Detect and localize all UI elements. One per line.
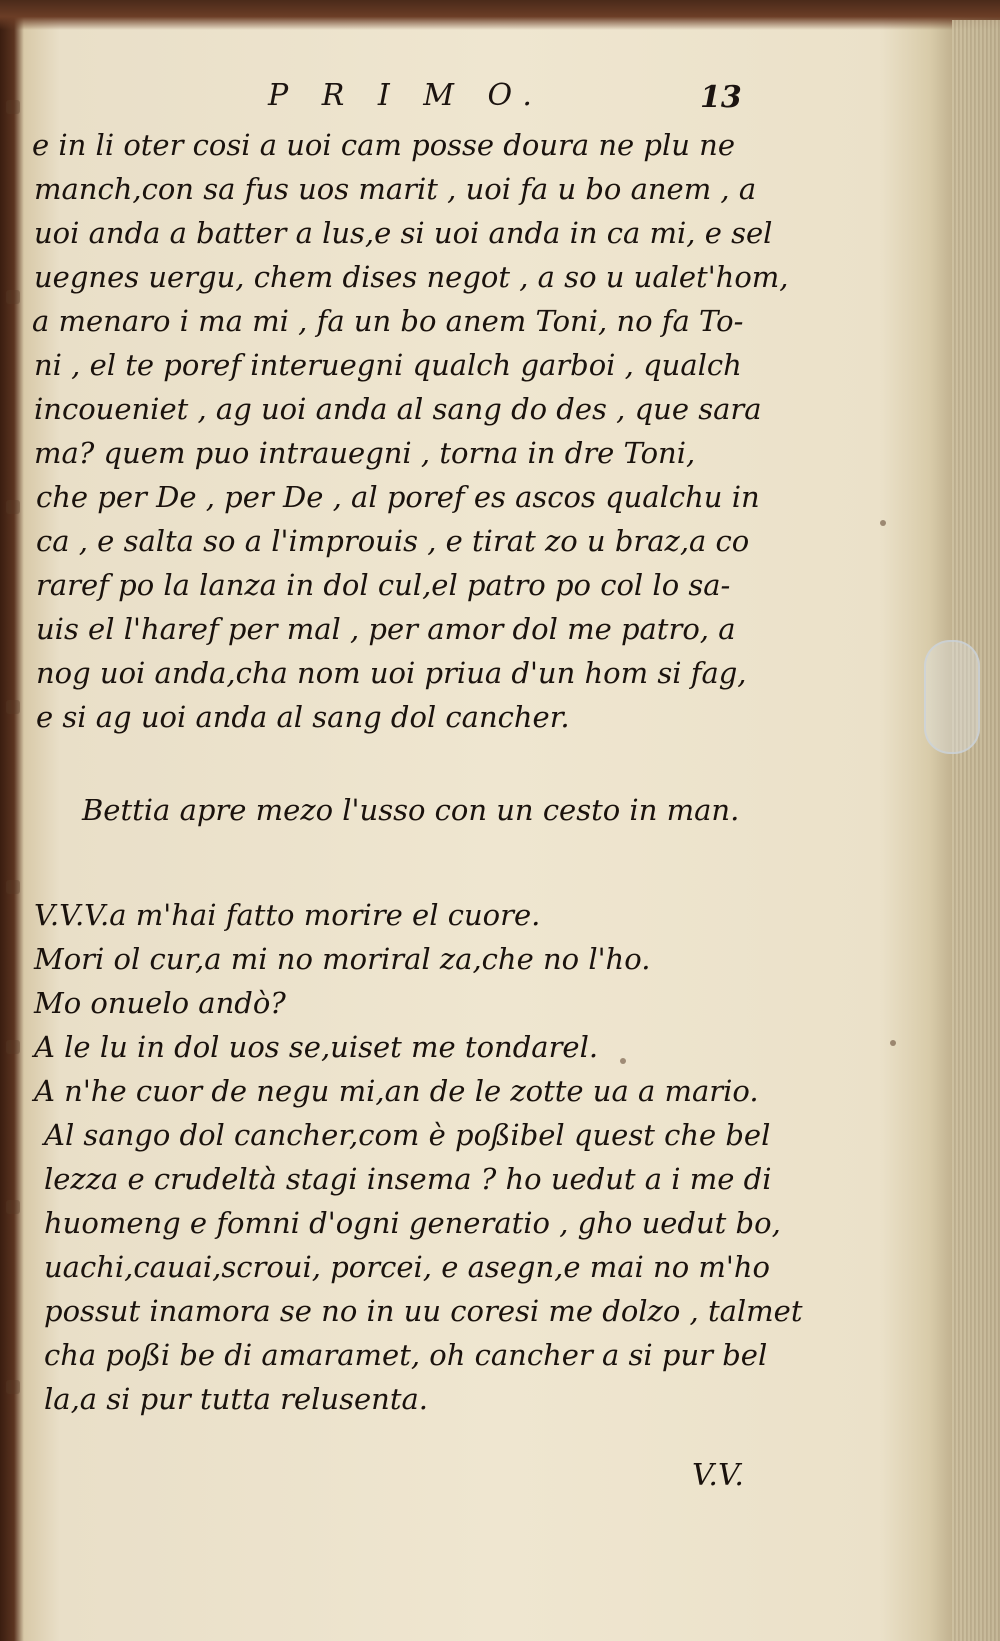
text-line: raref po la lanza in dol cul,el patro po col lo sa-: [36, 568, 731, 602]
page-clip: [924, 640, 980, 754]
gutter-mark: [6, 290, 20, 304]
text-line: ma? quem puo intrauegni , torna in dre Toni,: [34, 436, 696, 470]
dialogue-line: uachi,cauai,scroui, porcei, e asegn,e mai no m'ho: [44, 1250, 771, 1284]
text-line: manch,con sa fus uos marit , uoi fa u bo anem , a: [34, 172, 757, 206]
page-number: 13: [700, 80, 742, 115]
text-line: incoueniet , ag uoi anda al sang do des , que sara: [34, 392, 762, 426]
dialogue-line: A n'he cuor de negu mi,an de le zotte ua a mario.: [34, 1074, 759, 1108]
gutter-mark: [6, 700, 20, 714]
dialogue-line: lezza e crudeltà stagi insema ? ho uedut a i me di: [44, 1162, 772, 1196]
text-line: ca , e salta so a l'improuis , e tirat zo u braz,a co: [36, 524, 750, 558]
dialogue-line: Mori ol cur,a mi no moriral za,che no l'ho.: [34, 942, 651, 976]
text-line: uis el l'haref per mal , per amor dol me patro, a: [36, 612, 736, 646]
gutter-mark: [6, 880, 20, 894]
binding-edge: [0, 0, 1000, 30]
dialogue-line: possut inamora se no in uu coresi me dolzo , talmet: [44, 1294, 803, 1328]
dialogue-line: la,a si pur tutta relusenta.: [44, 1382, 428, 1416]
text-line: uoi anda a batter a lus,e si uoi anda in ca mi, e sel: [34, 216, 773, 250]
text-line: e in li oter cosi a uoi cam posse doura ne plu ne: [32, 128, 736, 162]
gutter-mark: [6, 1040, 20, 1054]
gutter-show-through: [0, 80, 26, 1640]
dialogue-line: V.V.V.a m'hai fatto morire el cuore.: [34, 898, 541, 932]
ink-spot: [620, 1058, 626, 1064]
stage-direction: Bettia apre mezo l'usso con un cesto in man.: [82, 793, 740, 827]
dialogue-line: cha poßi be di amaramet, oh cancher a si pur bel: [44, 1338, 768, 1372]
catchword: V.V.: [692, 1458, 744, 1493]
text-line: uegnes uergu, chem dises negot , a so u ualet'hom,: [34, 260, 789, 294]
dialogue-line: Mo onuelo andò?: [34, 986, 286, 1020]
text-line: che per De , per De , al poref es ascos qualchu in: [36, 480, 760, 514]
text-line: ni , el te poref interuegni qualch garboi , qualch: [34, 348, 742, 382]
gutter-mark: [6, 1380, 20, 1394]
gutter-mark: [6, 500, 20, 514]
text-line: e si ag uoi anda al sang dol cancher.: [36, 700, 570, 734]
page-fore-edge: [952, 20, 1000, 1641]
dialogue-line: huomeng e fomni d'ogni generatio , gho uedut bo,: [44, 1206, 781, 1240]
dialogue-line: Al sango dol cancher,com è poßibel quest che bel: [44, 1118, 771, 1152]
ink-spot: [880, 520, 886, 526]
running-head-title: P R I M O.: [268, 78, 544, 113]
gutter-mark: [6, 1200, 20, 1214]
dialogue-line: A le lu in dol uos se,uiset me tondarel.: [34, 1030, 599, 1064]
text-line: nog uoi anda,cha nom uoi priua d'un hom si fag,: [36, 656, 747, 690]
ink-spot: [890, 1040, 896, 1046]
running-head: [0, 78, 1000, 118]
text-line: a menaro i ma mi , fa un bo anem Toni, no fa To-: [32, 304, 744, 338]
